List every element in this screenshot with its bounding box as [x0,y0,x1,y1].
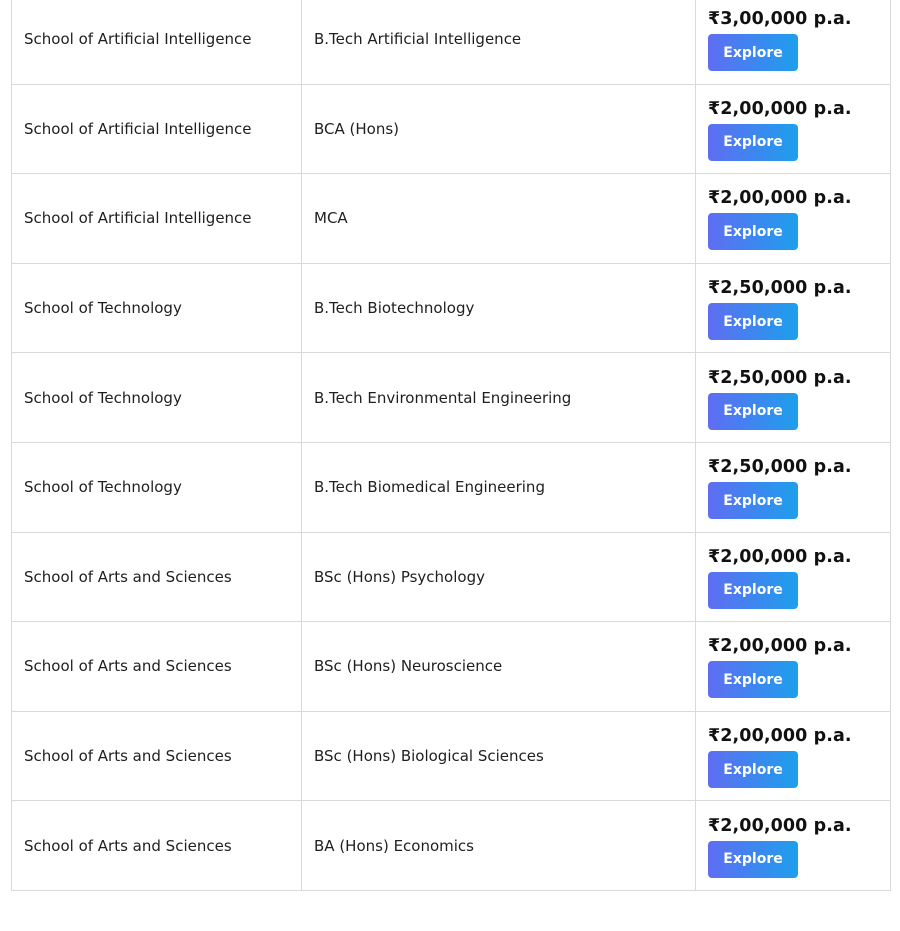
fee-amount: ₹2,50,000 p.a. [708,367,852,388]
fee-cell [696,0,891,84]
fee-cell [696,532,891,622]
fee-cell [696,353,891,443]
page-right-edge [894,0,900,931]
fee-amount: ₹2,50,000 p.a. [708,278,852,299]
explore-button[interactable]: Explore [708,303,798,340]
fee-cell [696,801,891,891]
program-cell: B.Tech Biomedical Engineering [302,442,696,532]
fee-amount: ₹2,00,000 p.a. [708,726,852,747]
fee-amount: ₹2,00,000 p.a. [708,188,852,209]
program-cell: BA (Hons) Economics [302,801,696,891]
fee-amount: ₹2,00,000 p.a. [708,815,852,836]
program-cell: BSc (Hons) Biological Sciences [302,711,696,801]
fee-amount: ₹2,00,000 p.a. [708,636,852,657]
table-row [12,442,891,532]
program-cell: B.Tech Artificial Intelligence [302,0,696,84]
school-cell: School of Technology [12,442,302,532]
school-cell: School of Arts and Sciences [12,532,302,622]
fee-cell [696,263,891,353]
table-row [12,174,891,264]
school-cell: School of Technology [12,353,302,443]
program-cell: BCA (Hons) [302,84,696,174]
fee-cell [696,622,891,712]
school-cell: School of Arts and Sciences [12,711,302,801]
fee-amount: ₹2,00,000 p.a. [708,98,852,119]
programs-table-container [11,0,891,891]
fee-cell [696,442,891,532]
school-cell: School of Artificial Intelligence [12,174,302,264]
school-cell: School of Artificial Intelligence [12,0,302,84]
fee-cell [696,711,891,801]
explore-button[interactable]: Explore [708,751,798,788]
fee-amount: ₹2,50,000 p.a. [708,457,852,478]
program-cell: BSc (Hons) Neuroscience [302,622,696,712]
explore-button[interactable]: Explore [708,34,798,71]
program-cell: BSc (Hons) Psychology [302,532,696,622]
school-cell: School of Technology [12,263,302,353]
explore-button[interactable]: Explore [708,124,798,161]
school-cell: School of Arts and Sciences [12,622,302,712]
explore-button[interactable]: Explore [708,482,798,519]
fee-amount: ₹2,00,000 p.a. [708,546,852,567]
school-cell: School of Arts and Sciences [12,801,302,891]
fee-cell [696,174,891,264]
programs-table [11,0,891,891]
explore-button[interactable]: Explore [708,661,798,698]
explore-button[interactable]: Explore [708,213,798,250]
school-cell: School of Artificial Intelligence [12,84,302,174]
explore-button[interactable]: Explore [708,841,798,878]
table-row [12,711,891,801]
program-cell: MCA [302,174,696,264]
table-row [12,353,891,443]
program-cell: B.Tech Biotechnology [302,263,696,353]
table-row [12,532,891,622]
table-row [12,801,891,891]
table-row [12,622,891,712]
explore-button[interactable]: Explore [708,393,798,430]
table-row [12,0,891,84]
fee-amount: ₹3,00,000 p.a. [708,9,852,30]
program-cell: B.Tech Environmental Engineering [302,353,696,443]
table-row [12,84,891,174]
explore-button[interactable]: Explore [708,572,798,609]
fee-cell [696,84,891,174]
table-row [12,263,891,353]
